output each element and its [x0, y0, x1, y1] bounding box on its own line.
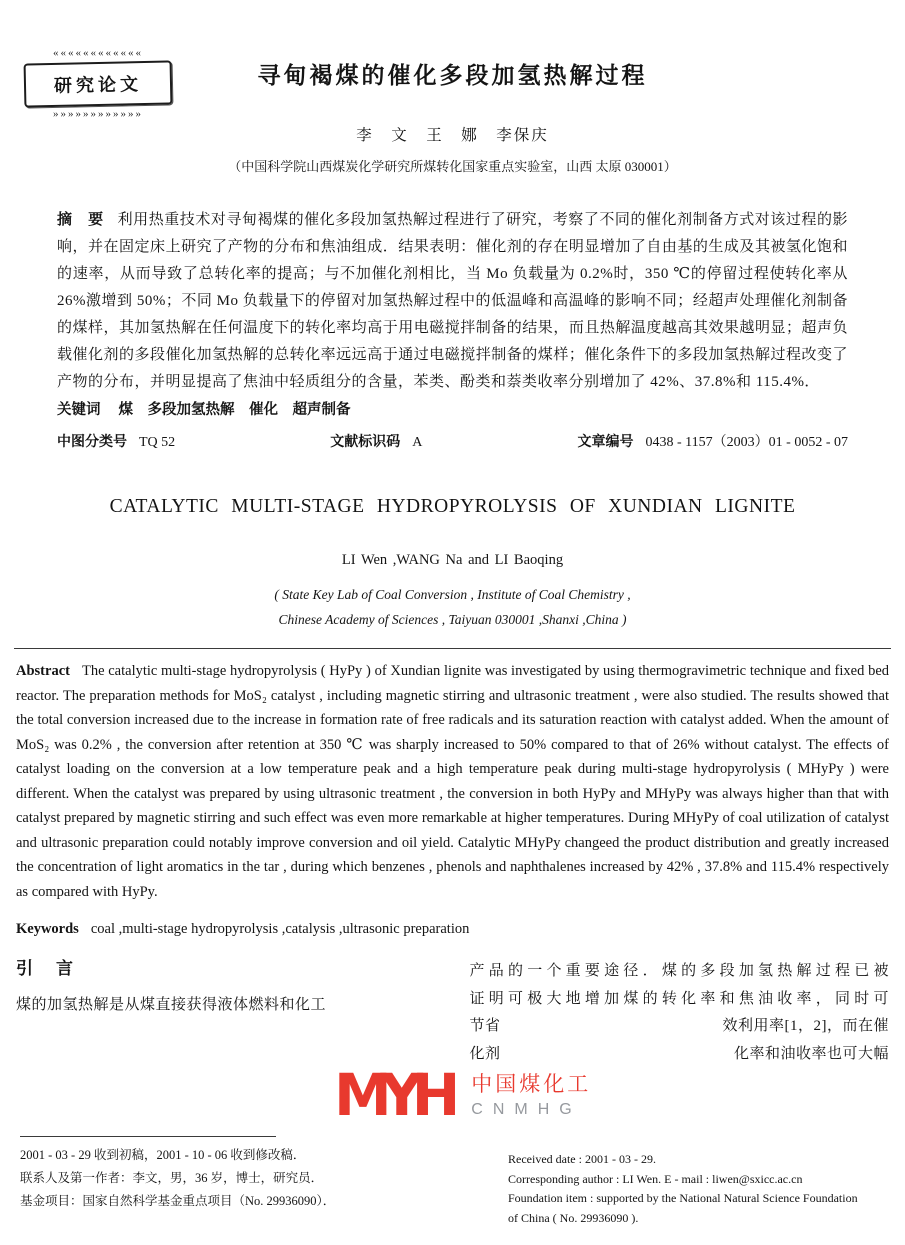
cnmhg-watermark-cn: 中国煤化工: [471, 1072, 592, 1096]
document-code: [330, 430, 422, 454]
intro-right-line4-right: 化率和油收率也可大幅: [733, 1045, 889, 1062]
intro-right-line1: 产品的一个重要途径．煤的多段加氢热解过程已被: [469, 963, 889, 979]
footnotes-cn: [20, 1136, 450, 1213]
authors-en: LI Wen ,WANG Na and LI Baoqing: [341, 552, 564, 568]
cnmhg-watermark-text: [471, 1072, 591, 1119]
keywords-cn: [57, 398, 848, 422]
document-code-value: A: [412, 435, 423, 450]
intro-heading: 引 言: [16, 959, 76, 978]
intro-right-column: [470, 958, 890, 1068]
cnmhg-watermark-en: CNMHG: [471, 1100, 582, 1118]
research-paper-badge: [22, 48, 174, 120]
intro-left-text: 煤的加氢热解是从煤直接获得液体燃料和化工: [16, 997, 327, 1013]
article-title-cn: 寻甸褐煤的催化多段加氢热解过程: [257, 62, 648, 88]
abstract-en-label: Abstract: [16, 663, 70, 679]
article-title-en: CATALYTIC MULTI-STAGE HYDROPYROLYSIS OF XUNDIAN LIGNITE: [109, 496, 796, 517]
footnote-en-foundation: Foundation item : supported by the National Natural Science Foundation: [508, 1191, 858, 1205]
footnote-cn-received: 2001 - 03 - 29 收到初稿，2001 - 10 - 06 收到修改稿．: [20, 1148, 306, 1162]
authors-cn: 李 文 王 娜 李保庆: [356, 127, 549, 144]
affiliation-en-line1: ( State Key Lab of Coal Conversion , Institute of Coal Chemistry ,: [274, 587, 631, 602]
intro-right-line2: 证明可极大地增加煤的转化率和焦油收率，同时可: [469, 990, 889, 1007]
document-code-label: 文献标识码: [330, 433, 401, 449]
keywords-en-label: Keywords: [16, 921, 79, 937]
affiliation-en: [0, 582, 905, 632]
abstract-en: [16, 659, 889, 904]
intro-right-line4-left: 化剂: [469, 1045, 501, 1062]
section-divider-rule: [14, 648, 891, 649]
intro-right-line3-right: 效利用率[1，2]，而在催: [722, 1018, 889, 1034]
cnmhg-logo-icon: MYH: [334, 1061, 450, 1129]
intro-left-column: [16, 958, 436, 1068]
clc-label: 中图分类号: [57, 433, 127, 449]
footnotes-en: [508, 1150, 890, 1228]
abstract-cn-label: 摘 要: [57, 211, 104, 228]
abstract-en-text: The catalytic multi-stage hydropyrolysis ( HyPy ) of Xundian lignite was investigated by using thermogravimetric technique and fixed bed reactor. The preparation methods for MoS₂ catalyst , including magnetic stirring and ultrasonic treatment , were also studied. The results showed that the total conversion increased due to the increase in formation rate of free radicals and its saturation reaction with catalyst added. When the amount of MoS₂ was 0.2% , the conversion after retention at 350 ℃ was sharply increased to 50% compared to that of 26% without catalyst. The effects of catalyst loading on the conversion at a low temperature peak and a high temperature peak during multi-stage hydropyrolysis ( MHyPy ) were different. When the catalyst was prepared by using ultrasonic treatment , the conversion in both HyPy and MHyPy was always higher than that with catalyst prepared by magnetic stirring and such effect was even more remarkable at higher temperatures. During MHyPy of coal utilization of catalyst and ultrasonic preparation could notably improve conversion and oil yield. Catalytic MHyPy changeed the product distribution and greatly increased the concentration of light aromatics in the tar , during which benzenes , phenols and naphthalenes increased by 42% , 37.8% and 115.4% respectively as compared with HyPy.: [16, 663, 889, 900]
footnote-rule: [20, 1136, 276, 1137]
cnmhg-watermark: [330, 1061, 601, 1129]
keywords-cn-text: 煤 多段加氢热解 催化 超声制备: [118, 402, 351, 418]
chevron-decoration-top: ««««««««««««: [53, 47, 143, 59]
article-meta-line: [57, 430, 848, 454]
keywords-en-text: coal ,multi-stage hydropyrolysis ,catalysis ,ultrasonic preparation: [90, 921, 470, 937]
abstract-cn-text: 利用热重技术对寻甸褐煤的催化多段加氢热解过程进行了研究，考察了不同的催化剂制备方式对该过程的影响，并在固定床上研究了产物的分布和焦油组成．结果表明：催化剂的存在明显增加了自由基的生成及其被氢化饱和的速率，从而导致了总转化率的提高；与不加催化剂相比，当 Mo 负载量为 0.2%时，350 ℃的停留过程使转化率从 26%激增到 50%；不同 Mo 负载量下的停留对加氢热解过程中的低温峰和高温峰的影响不同；经超声处理催化剂制备的煤样，其加氢热解在任何温度下的转化率均高于用电磁搅拌制备的结果，而且热解温度越高其效果越明显；超声负载催化剂的多段催化加氢热解的总转化率远远高于通过电磁搅拌制备的煤样；催化条件下的多段加氢热解过程改变了产物的分布，并明显提高了焦油中轻质组分的含量，苯类、酚类和萘类收率分别增加了 42%、37.8%和 115.4%．: [57, 212, 848, 390]
chevron-decoration-bottom: »»»»»»»»»»»»: [53, 108, 143, 120]
footnote-cn-author: 联系人及第一作者：李文，男，36 岁，博士，研究员．: [20, 1171, 324, 1185]
clc-value: TQ 52: [139, 435, 176, 450]
article-id: [578, 430, 848, 454]
article-id-value: 0438 - 1157（2003）01 - 0052 - 07: [645, 435, 848, 450]
intro-right-line3: [470, 1013, 890, 1041]
footnote-en-foundation2: of China ( No. 29936090 ).: [508, 1210, 639, 1225]
affiliation-en-line2: Chinese Academy of Sciences , Taiyuan 030001 ,Shanxi ,China ): [278, 612, 627, 627]
introduction-columns: [16, 958, 889, 1068]
footnote-en-corresponding: Corresponding author : LI Wen. E - mail : liwen@sxicc.ac.cn: [508, 1171, 803, 1186]
keywords-cn-label: 关键词: [57, 402, 101, 418]
affiliation-cn: （中国科学院山西煤炭化学研究所煤转化国家重点实验室，山西 太原 030001）: [228, 159, 677, 174]
keywords-en: [16, 918, 889, 940]
article-id-label: 文章编号: [577, 433, 634, 449]
abstract-cn: [57, 206, 848, 396]
research-paper-badge-label: 研究论文: [24, 60, 173, 107]
clc-number: [57, 430, 175, 454]
footnote-cn-foundation: 基金项目：国家自然科学基金重点项目（No. 29936090）．: [20, 1194, 336, 1208]
intro-right-line3-left: 节省: [469, 1018, 501, 1034]
footnote-en-received: Received date : 2001 - 03 - 29.: [508, 1152, 656, 1166]
